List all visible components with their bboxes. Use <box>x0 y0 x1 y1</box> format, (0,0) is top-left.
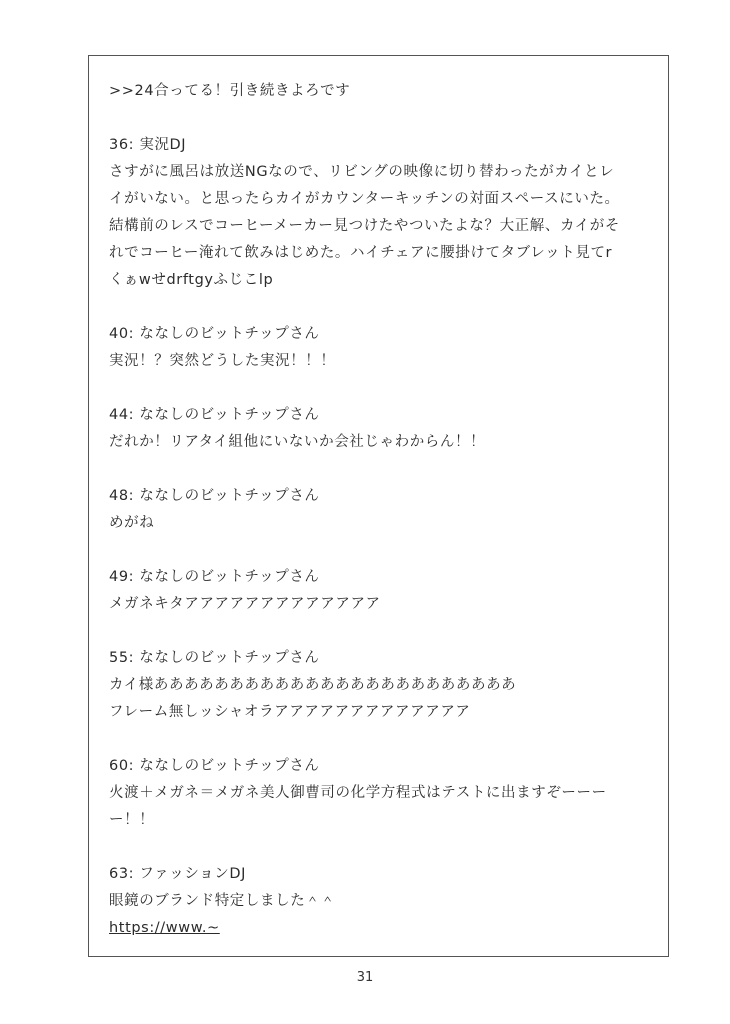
intro-line: >>24合ってる！引き続きよろです <box>109 83 351 99</box>
post-36 <box>109 132 657 294</box>
post-line: 火渡＋メガネ＝メガネ美人御曹司の化学方程式はテストに出ますぞーーー <box>109 785 607 801</box>
post-header: 49: ななしのビットチップさん <box>109 569 320 585</box>
post-44 <box>109 402 657 456</box>
post-line: 眼鏡のブランド特定しました＾＾ <box>109 893 336 909</box>
post-line: イがいない。と思ったらカイがカウンターキッチンの対面スペースにいた。 <box>109 191 620 207</box>
post-header: 60: ななしのビットチップさん <box>109 758 320 774</box>
post-line: だれか！リアタイ組他にいないか会社じゃわからん！！ <box>109 434 486 450</box>
post-line: 実況！？突然どうした実況！！！ <box>109 353 336 369</box>
post-40 <box>109 321 657 375</box>
post-header: 36: 実況DJ <box>109 137 187 153</box>
post-line: 結構前のレスでコーヒーメーカー見つけたやついたよな？大正解、カイがそ <box>109 218 620 234</box>
post-55 <box>109 645 657 726</box>
post-line: れでコーヒー淹れて飲みはじめた。ハイチェアに腰掛けてタブレット見てr <box>109 245 613 261</box>
post-63 <box>109 861 657 942</box>
post-line: メガネキタアアアアアアアアアアアアア <box>109 596 381 612</box>
thread-content <box>109 78 657 942</box>
post-line: めがね <box>109 515 155 531</box>
post-header: 63: ファッションDJ <box>109 866 247 882</box>
post-header: 48: ななしのビットチップさん <box>109 488 320 504</box>
post-60 <box>109 753 657 834</box>
post-line: フレーム無しッシャオラアアアアアアアアアアアアア <box>109 704 471 720</box>
post-line: さすがに風呂は放送NGなので、リビングの映像に切り替わったがカイとレ <box>109 164 615 180</box>
post-49 <box>109 564 657 618</box>
post-line: くぁwせdrftgyふじこlp <box>109 272 274 288</box>
post-48 <box>109 483 657 537</box>
post-header: 44: ななしのビットチップさん <box>109 407 320 423</box>
post-header: 40: ななしのビットチップさん <box>109 326 320 342</box>
post-line: ー！！ <box>109 812 155 828</box>
page-number: 31 <box>356 970 374 985</box>
post-header: 55: ななしのビットチップさん <box>109 650 320 666</box>
post-line: カイ様ああああああああああああああああああああああああ <box>109 677 517 693</box>
url-link[interactable]: https://www.~ <box>109 920 220 936</box>
